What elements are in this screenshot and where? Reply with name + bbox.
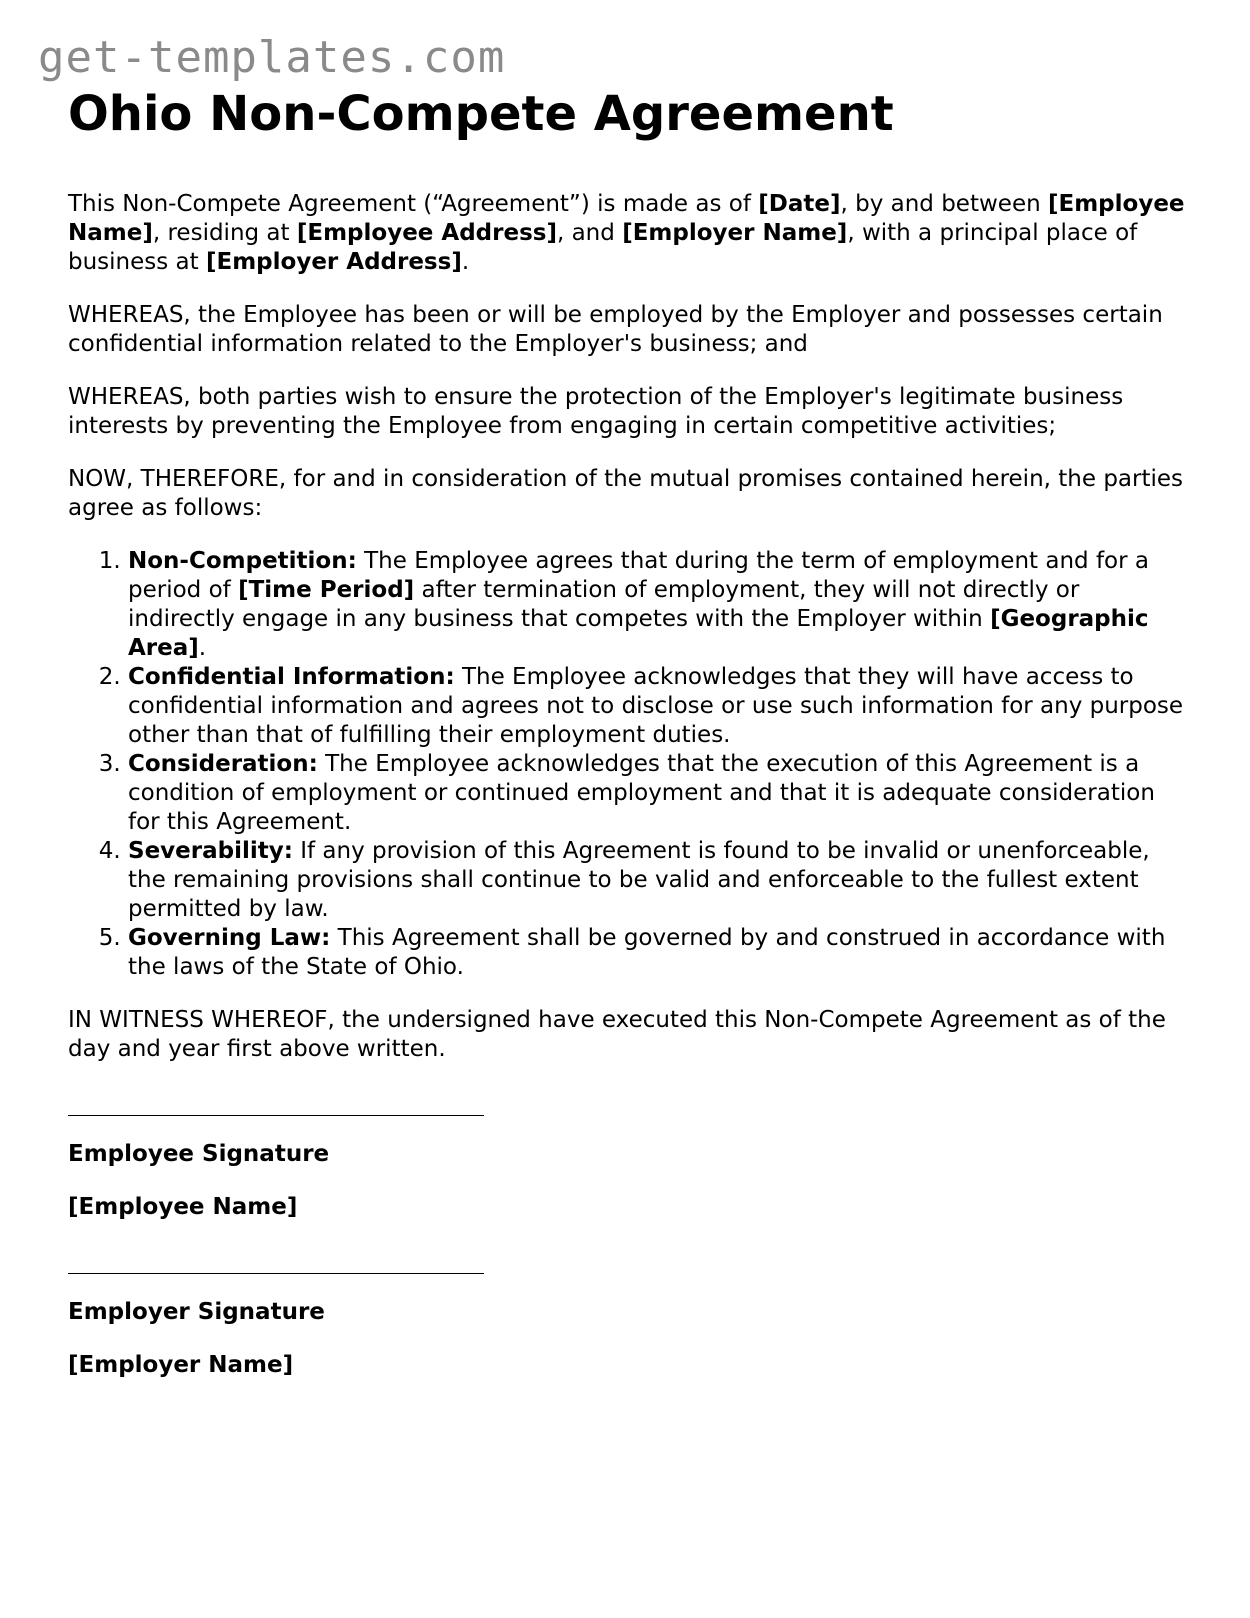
clause-title: Severability: xyxy=(128,838,293,864)
document-page xyxy=(68,84,1188,1380)
time-period-placeholder: [Time Period] xyxy=(238,577,415,603)
clause-text: The Employee agrees that during the term of employment and for a period of xyxy=(128,548,1149,603)
clause-item xyxy=(128,837,1188,924)
employer-signature-label: Employer Signature xyxy=(68,1299,325,1325)
clause-item xyxy=(128,547,1188,663)
employee-name-label: [Employee Name] xyxy=(68,1194,298,1220)
employee-signature-line xyxy=(68,1114,484,1116)
employer-address-placeholder: [Employer Address] xyxy=(205,249,462,275)
clause-text: The Employee acknowledges that they will have access to confidential information and agrees not to disclose or use such information for any purpose other than that of fulfilling their employment duties. xyxy=(128,664,1184,748)
witness-paragraph: IN WITNESS WHEREOF, the undersigned have executed this Non-Compete Agreement as of the day and year first above written. xyxy=(68,1007,1166,1062)
intro-paragraph xyxy=(68,190,1188,277)
clause-text: If any provision of this Agreement is found to be invalid or unenforceable, the remaining provisions shall continue to be valid and enforceable to the fullest extent permitted by law. xyxy=(128,838,1150,922)
employer-signature-line xyxy=(68,1272,484,1274)
clause-title: Non-Competition: xyxy=(128,548,357,574)
clause-item xyxy=(128,663,1188,750)
intro-text-4: , and xyxy=(556,220,623,246)
clause-text: after termination of employment, they will not directly or indirectly engage in any business that competes with the Employer within xyxy=(128,577,1080,632)
intro-text-3: , residing at xyxy=(152,220,297,246)
intro-text-6: . xyxy=(461,249,470,275)
whereas-paragraph-1: WHEREAS, the Employee has been or will be employed by the Employer and possesses certain confidential information related to the Employer's business; and xyxy=(68,302,1163,357)
intro-text-1: This Non-Compete Agreement (“Agreement”) is made as of xyxy=(68,191,759,217)
employer-name-placeholder: [Employer Name] xyxy=(622,220,848,246)
watermark: get-templates.com xyxy=(38,32,506,83)
employee-name-placeholder: [Employee Name] xyxy=(68,191,1185,246)
intro-text-5: , with a principal place of business at xyxy=(68,220,1138,275)
clause-item xyxy=(128,924,1188,982)
employee-address-placeholder: [Employee Address] xyxy=(296,220,557,246)
employer-name-label: [Employer Name] xyxy=(68,1352,294,1378)
clause-text: This Agreement shall be governed by and construed in accordance with the laws of the State of Ohio. xyxy=(128,925,1166,980)
now-therefore-paragraph: NOW, THEREFORE, for and in consideration of the mutual promises contained herein, the parties agree as follows: xyxy=(68,466,1184,521)
clause-text: The Employee acknowledges that the execution of this Agreement is a condition of employment or continued employment and that it is adequate consideration for this Agreement. xyxy=(128,751,1155,835)
employee-signature-label: Employee Signature xyxy=(68,1141,330,1167)
whereas-paragraph-2: WHEREAS, both parties wish to ensure the protection of the Employer's legitimate business interests by preventing the Employee from engaging in certain competitive activities; xyxy=(68,384,1124,439)
page-title: Ohio Non-Compete Agreement xyxy=(68,86,894,142)
clause-title: Confidential Information: xyxy=(128,664,455,690)
geographic-area-placeholder: [Geographic Area] xyxy=(128,606,1149,661)
clauses-list xyxy=(68,547,1188,982)
clause-title: Governing Law: xyxy=(128,925,331,951)
clause-text: . xyxy=(198,635,207,661)
clause-item xyxy=(128,750,1188,837)
clause-title: Consideration: xyxy=(128,751,318,777)
intro-text-2: , by and between xyxy=(840,191,1048,217)
date-placeholder: [Date] xyxy=(758,191,841,217)
